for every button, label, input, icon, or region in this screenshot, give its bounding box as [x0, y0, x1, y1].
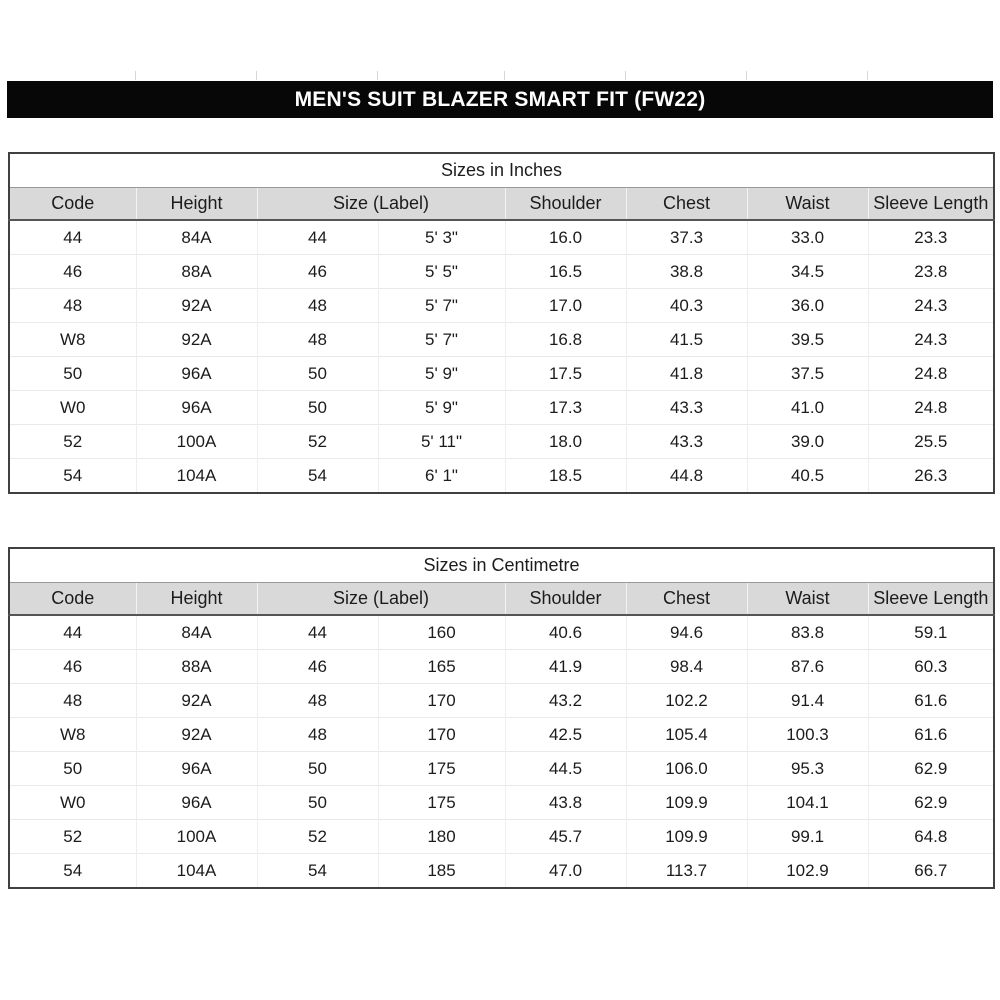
table-cell: 165	[378, 650, 505, 684]
table-cell: 23.3	[868, 220, 994, 255]
inches-table-header-row	[9, 188, 994, 221]
table-cell: 50	[257, 391, 378, 425]
table-row	[9, 220, 994, 255]
table-cell: 18.5	[505, 459, 626, 494]
table-row	[9, 854, 994, 889]
table-cell: 54	[9, 854, 136, 889]
cm-table-header-row	[9, 583, 994, 616]
table-cell: 42.5	[505, 718, 626, 752]
table-cell: W0	[9, 786, 136, 820]
table-cell: 109.9	[626, 786, 747, 820]
table-row	[9, 425, 994, 459]
table-cell: 41.5	[626, 323, 747, 357]
table-cell: 40.6	[505, 615, 626, 650]
column-header-shoulder: Shoulder	[505, 188, 626, 221]
table-row	[9, 650, 994, 684]
table-cell: 44	[63, 227, 83, 247]
table-cell: 52	[257, 820, 378, 854]
table-cell: 47.0	[505, 854, 626, 889]
table-row	[9, 718, 994, 752]
table-cell: 44	[63, 622, 83, 642]
table-cell: 16.5	[505, 255, 626, 289]
table-cell: 98.4	[626, 650, 747, 684]
column-header-size-label: Size (Label)	[257, 188, 505, 221]
table-cell: 37.5	[747, 357, 868, 391]
table-cell: 175	[378, 786, 505, 820]
table-cell: 52	[257, 425, 378, 459]
table-cell: 44.8	[626, 459, 747, 494]
table-cell: 48	[257, 323, 378, 357]
table-cell: 54	[257, 459, 378, 494]
table-cell: 16.0	[505, 220, 626, 255]
table-cell: 96A	[136, 752, 257, 786]
table-cell: 94.6	[626, 615, 747, 650]
table-cell: 83.8	[747, 615, 868, 650]
gridline-tick	[746, 71, 747, 80]
table-row	[9, 255, 994, 289]
table-row	[9, 323, 994, 357]
table-row	[9, 357, 994, 391]
cm-table-body	[9, 615, 994, 888]
table-row	[9, 615, 994, 650]
gridline-tick	[504, 71, 505, 80]
table-cell: 16.8	[505, 323, 626, 357]
table-cell: 88A	[136, 650, 257, 684]
table-cell: 5' 7"	[378, 289, 505, 323]
table-cell: 5' 11"	[378, 425, 505, 459]
column-header-shoulder: Shoulder	[505, 583, 626, 616]
table-cell: 48	[257, 289, 378, 323]
table-cell: 25.5	[868, 425, 994, 459]
table-cell: 102.2	[626, 684, 747, 718]
table-cell: 54	[257, 854, 378, 889]
table-cell: 24.8	[868, 391, 994, 425]
table-cell: 48	[9, 289, 136, 323]
table-cell: 5' 9"	[378, 357, 505, 391]
table-cell: 91.4	[747, 684, 868, 718]
table-cell: 104A	[136, 854, 257, 889]
table-cell: W8	[9, 718, 136, 752]
table-cell: 39.0	[747, 425, 868, 459]
table-cell: 24.3	[868, 323, 994, 357]
table-cell: 6' 1"	[378, 459, 505, 494]
column-header-waist: Waist	[747, 583, 868, 616]
table-cell: 92A	[136, 718, 257, 752]
table-cell: 92A	[136, 289, 257, 323]
table-cell: 40.5	[747, 459, 868, 494]
table-cell: 50	[257, 357, 378, 391]
table-row	[9, 820, 994, 854]
table-row	[9, 391, 994, 425]
table-cell: 100.3	[747, 718, 868, 752]
table-cell: 84A	[136, 615, 257, 650]
centimetre-size-table	[8, 547, 995, 889]
table-cell: 17.0	[505, 289, 626, 323]
table-cell: 43.8	[505, 786, 626, 820]
table-cell: 50	[9, 752, 136, 786]
table-cell: 61.6	[868, 718, 994, 752]
table-cell: 50	[257, 752, 378, 786]
table-cell: 24.3	[868, 289, 994, 323]
table-cell: 100A	[136, 820, 257, 854]
table-cell: W0	[9, 391, 136, 425]
table-cell: 41.0	[747, 391, 868, 425]
table-cell: 106.0	[626, 752, 747, 786]
table-cell: 38.8	[626, 255, 747, 289]
table-cell: 24.8	[868, 357, 994, 391]
table-cell: 64.8	[868, 820, 994, 854]
column-header-size-label: Size (Label)	[257, 583, 505, 616]
column-header-code: Code	[9, 583, 136, 616]
table-cell: 26.3	[868, 459, 994, 494]
gridline-tick	[377, 71, 378, 80]
cm-table-title: Sizes in Centimetre	[9, 548, 994, 583]
table-cell: 175	[378, 752, 505, 786]
table-cell: 104A	[136, 459, 257, 494]
table-cell: 104.1	[747, 786, 868, 820]
table-cell: 48	[257, 684, 378, 718]
table-cell: 36.0	[747, 289, 868, 323]
table-cell: 88A	[136, 255, 257, 289]
table-cell: 66.7	[868, 854, 994, 889]
table-cell: 102.9	[747, 854, 868, 889]
table-cell: 96A	[136, 786, 257, 820]
inches-table-caption-row	[9, 153, 994, 188]
table-row	[9, 289, 994, 323]
table-cell: 17.5	[505, 357, 626, 391]
table-cell: 170	[378, 718, 505, 752]
column-header-code: Code	[9, 188, 136, 221]
page-title: MEN'S SUIT BLAZER SMART FIT (FW22)	[294, 87, 706, 111]
table-cell: 84A	[136, 220, 257, 255]
table-cell: 105.4	[626, 718, 747, 752]
table-cell: 113.7	[626, 854, 747, 889]
table-cell: 46	[257, 255, 378, 289]
table-cell: 52	[9, 820, 136, 854]
table-cell: 41.8	[626, 357, 747, 391]
table-row	[9, 786, 994, 820]
table-cell: 46	[9, 650, 136, 684]
table-cell: 100A	[136, 425, 257, 459]
table-cell: 87.6	[747, 650, 868, 684]
table-cell: 17.3	[505, 391, 626, 425]
column-header-chest: Chest	[626, 583, 747, 616]
table-cell: 48	[257, 718, 378, 752]
gridline-tick	[256, 71, 257, 80]
column-header-sleeve-length: Sleeve Length	[868, 188, 994, 221]
table-cell: 59.1	[868, 615, 994, 650]
table-cell: 5' 5"	[378, 255, 505, 289]
title-bar	[7, 81, 993, 118]
table-cell: 52	[9, 425, 136, 459]
table-cell: 160	[378, 615, 505, 650]
table-cell: 43.2	[505, 684, 626, 718]
table-cell: 34.5	[747, 255, 868, 289]
table-cell: 43.3	[626, 425, 747, 459]
table-cell: 96A	[136, 391, 257, 425]
table-cell: 18.0	[505, 425, 626, 459]
table-cell: 5' 7"	[378, 323, 505, 357]
table-cell: 92A	[136, 323, 257, 357]
column-header-height: Height	[136, 583, 257, 616]
column-header-height: Height	[136, 188, 257, 221]
table-cell: 54	[9, 459, 136, 494]
column-header-sleeve-length: Sleeve Length	[868, 583, 994, 616]
table-cell: 95.3	[747, 752, 868, 786]
column-header-chest: Chest	[626, 188, 747, 221]
table-cell: 5' 9"	[378, 391, 505, 425]
table-cell: 44	[257, 220, 378, 255]
table-cell: 44.5	[505, 752, 626, 786]
table-cell: 37.3	[626, 220, 747, 255]
table-cell: 50	[9, 357, 136, 391]
table-row	[9, 459, 994, 494]
table-cell: 39.5	[747, 323, 868, 357]
table-cell: 92A	[136, 684, 257, 718]
table-cell: 62.9	[868, 752, 994, 786]
inches-size-table	[8, 152, 995, 494]
table-cell: 44	[257, 615, 378, 650]
column-header-waist: Waist	[747, 188, 868, 221]
table-cell: 46	[9, 255, 136, 289]
table-cell: 50	[257, 786, 378, 820]
table-row	[9, 684, 994, 718]
gridline-tick	[867, 71, 868, 80]
table-cell: 23.8	[868, 255, 994, 289]
inches-table-title: Sizes in Inches	[9, 153, 994, 188]
inches-table-body	[9, 220, 994, 493]
table-cell: 41.9	[505, 650, 626, 684]
table-cell: 109.9	[626, 820, 747, 854]
table-cell: 61.6	[868, 684, 994, 718]
table-cell: 60.3	[868, 650, 994, 684]
table-cell: 5' 3"	[378, 220, 505, 255]
cm-table-caption-row	[9, 548, 994, 583]
table-cell: 46	[257, 650, 378, 684]
table-cell: 185	[378, 854, 505, 889]
table-cell: 40.3	[626, 289, 747, 323]
table-cell: 96A	[136, 357, 257, 391]
table-cell: 45.7	[505, 820, 626, 854]
table-cell: 170	[378, 684, 505, 718]
table-cell: 99.1	[747, 820, 868, 854]
gridline-tick	[135, 71, 136, 80]
table-cell: 180	[378, 820, 505, 854]
table-cell: 62.9	[868, 786, 994, 820]
gridline-tick	[625, 71, 626, 80]
table-cell: W8	[9, 323, 136, 357]
table-row	[9, 752, 994, 786]
table-cell: 43.3	[626, 391, 747, 425]
table-cell: 48	[9, 684, 136, 718]
table-cell: 33.0	[747, 220, 868, 255]
